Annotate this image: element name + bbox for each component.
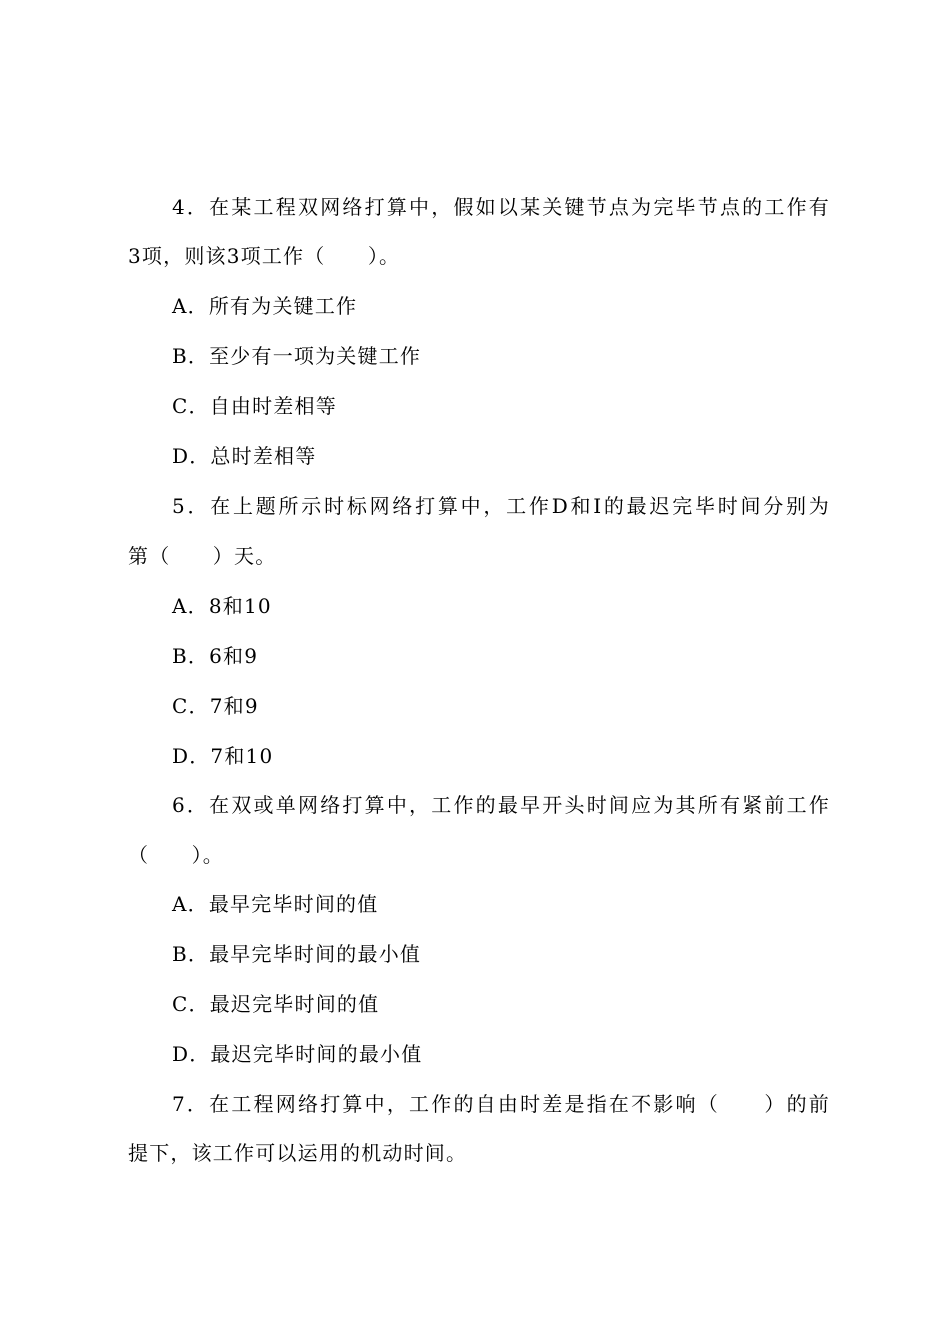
- question-6-option-a: A．最早完毕时间的值: [172, 892, 379, 916]
- question-4-option-d: D．总时差相等: [172, 444, 317, 468]
- question-5-option-d: D．7和10: [172, 744, 274, 768]
- question-4-option-b: B．至少有一项为关键工作: [172, 344, 422, 368]
- question-4-option-c: C．自由时差相等: [172, 394, 337, 418]
- question-7-stem-line-2: 提下，该工作可以运用的机动时间。: [128, 1141, 468, 1165]
- question-5-stem-line-1: 5．在上题所示时标网络打算中，工作D和I的最迟完毕时间分别为: [172, 494, 830, 518]
- question-4-stem-line-1: 4．在某工程双网络打算中，假如以某关键节点为完毕节点的工作有: [172, 195, 830, 219]
- question-7-stem-line-1: 7．在工程网络打算中，工作的自由时差是指在不影响（ ）的前: [172, 1092, 830, 1116]
- question-4-stem-line-2: 3项，则该3项工作（ ）。: [128, 244, 401, 268]
- question-5-stem-line-2: 第（ ）天。: [128, 544, 277, 568]
- question-6-stem-line-2: （ ）。: [128, 843, 224, 867]
- question-6-stem-line-1: 6．在双或单网络打算中，工作的最早开头时间应为其所有紧前工作: [172, 793, 830, 817]
- question-4-option-a: A．所有为关键工作: [172, 294, 358, 318]
- question-5-option-a: A．8和10: [172, 594, 272, 618]
- question-5-option-c: C．7和9: [172, 694, 259, 718]
- question-5-option-b: B．6和9: [172, 644, 259, 668]
- question-6-option-b: B．最早完毕时间的最小值: [172, 942, 422, 966]
- question-6-option-d: D．最迟完毕时间的最小值: [172, 1042, 423, 1066]
- question-6-option-c: C．最迟完毕时间的值: [172, 992, 380, 1016]
